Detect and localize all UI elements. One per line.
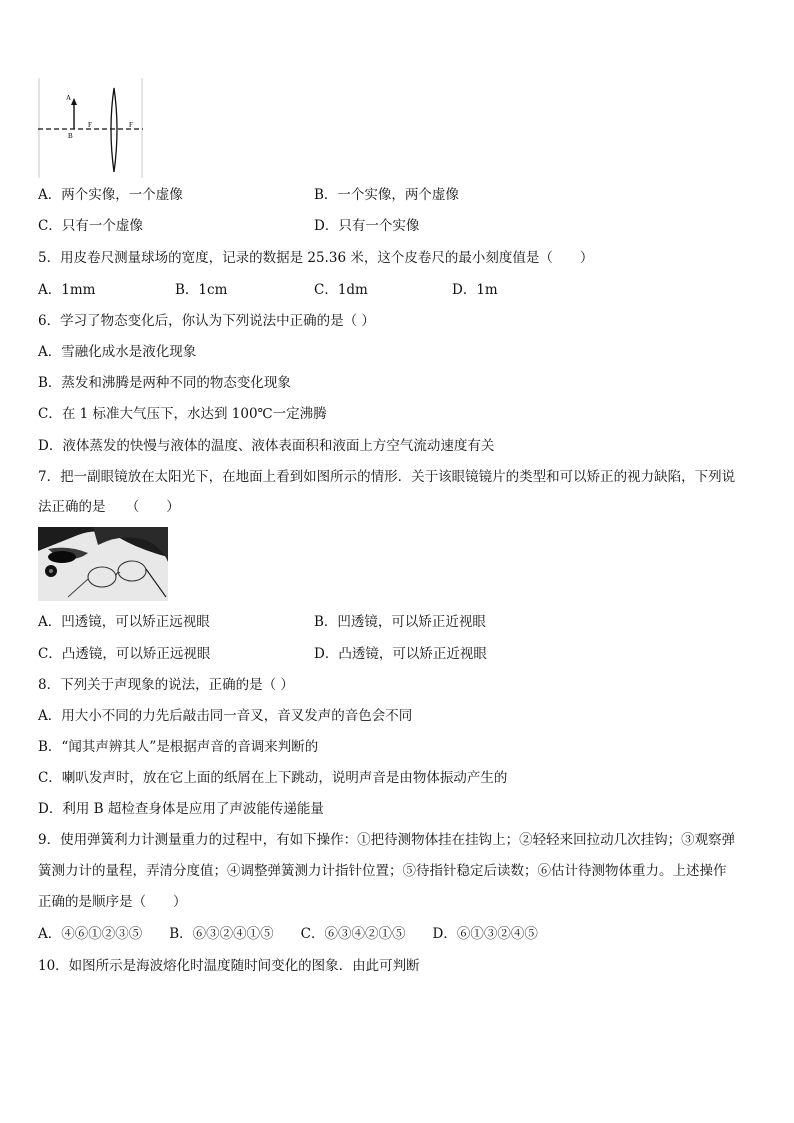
q9-stem-line3: 正确的是顺序是（ ） [38, 894, 187, 910]
q9-stem-line1: 9．使用弹簧利力计测量重力的过程中，有如下操作：①把待测物体挂在挂钩上；②轻轻来回拉动几次挂钩；③观察弹 [38, 832, 736, 848]
q9-stem-line2: 簧测力计的量程，弄清分度值；④调整弹簧测力计指针位置；⑤待指针稳定后读数；⑥估计待测物体重力。上述操作 [38, 863, 727, 879]
label-a: A [66, 94, 72, 102]
q7-option-b: B．凹透镜，可以矫正近视眼 [314, 614, 486, 630]
q8-option-d: D．利用 B 超检查身体是应用了声波能传递能量 [38, 801, 324, 817]
lens-diagram [38, 78, 143, 178]
q6-option-d: D．液体蒸发的快慢与液体的温度、液体表面积和液面上方空气流动速度有关 [38, 438, 495, 454]
q4-option-d: D．只有一个实像 [314, 218, 420, 234]
q6-option-a: A．雪融化成水是液化现象 [38, 344, 197, 360]
q5-option-d: D．1m [452, 282, 498, 298]
q8-option-c: C．喇叭发声时，放在它上面的纸屑在上下跳动，说明声音是由物体振动产生的 [38, 770, 508, 786]
label-f-left: F [88, 121, 92, 129]
q10-stem: 10．如图所示是海波熔化时温度随时间变化的图象．由此可判断 [38, 958, 420, 974]
q4-option-c: C．只有一个虚像 [38, 218, 143, 234]
q5-option-b: B．1cm [175, 282, 228, 298]
q4-option-a: A．两个实像，一个虚像 [38, 187, 183, 203]
q7-stem-line1: 7．把一副眼镜放在太阳光下，在地面上看到如图所示的情形．关于该眼镜镜片的类型和可以矫正的视力缺陷，下列说 [38, 469, 736, 485]
q8-option-b: B．“闻其声辨其人”是根据声音的音调来判断的 [38, 739, 319, 755]
q7-option-c: C．凸透镜，可以矫正远视眼 [38, 646, 211, 662]
q5-option-a: A．1mm [38, 282, 96, 298]
q8-stem: 8．下列关于声现象的说法，正确的是（ ） [38, 677, 294, 693]
label-b: B [68, 132, 73, 140]
q6-option-c: C．在 1 标准大气压下，水达到 100℃一定沸腾 [38, 406, 327, 422]
q5-stem: 5．用皮卷尺测量球场的宽度，记录的数据是 25.36 米，这个皮卷尺的最小刻度值是（ ） [38, 250, 594, 266]
q7-stem-line2: 法正确的是 （ ） [38, 499, 180, 515]
q8-option-a: A．用大小不同的力先后敲击同一音叉，音叉发声的音色会不同 [38, 708, 413, 724]
q5-option-c: C．1dm [314, 282, 368, 298]
glasses-photo [38, 527, 168, 601]
q6-option-b: B．蒸发和沸腾是两种不同的物态变化现象 [38, 375, 291, 391]
q7-option-d: D．凸透镜，可以矫正近视眼 [314, 646, 487, 662]
q4-option-b: B．一个实像，两个虚像 [314, 187, 459, 203]
q7-option-a: A．凹透镜，可以矫正远视眼 [38, 614, 210, 630]
label-f-right: F [129, 121, 133, 129]
q9-options: A．④⑥①②③⑤ B．⑥③②④①⑤ C．⑥③④②①⑤ D．⑥①③②④⑤ [38, 926, 538, 942]
q6-stem: 6．学习了物态变化后，你认为下列说法中正确的是（ ） [38, 313, 375, 329]
